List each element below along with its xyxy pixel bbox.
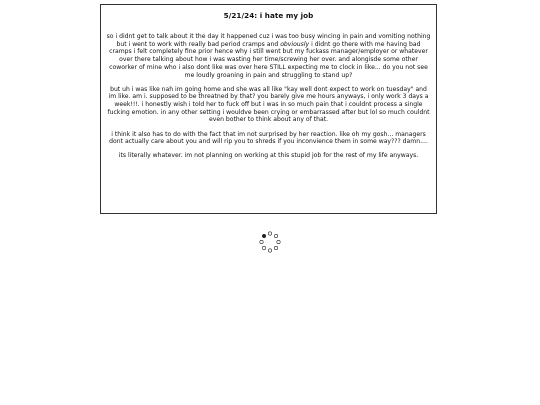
post-paragraph: its literally whatever. im not planning on working at this stupid job for the rest of my life anyways. <box>118 152 419 160</box>
loading-spinner-icon <box>258 230 282 254</box>
spinner-dot <box>268 232 271 235</box>
post-body <box>106 33 431 160</box>
post-paragraph: i think it also has to do with the fact that im not surprised by her reaction. like oh my gosh... managers dont actually care about you and will rip you to shreds if you inconvience them in some way??? damn.... <box>109 130 428 146</box>
post-text: i didnt go there with me having bad cramps i felt completely fine prior hence why i still went but my fuckass manager/employer or whatever over there talking about how i was wasting her time/screwing her over. and alongisde some other coworker of mine who i also dont like was over here STILL expecting me to clock in like... do you not see me loudly groaning in pain and struggling to stand up? <box>109 40 428 79</box>
spinner-dot <box>268 249 271 252</box>
spinner-dot <box>262 246 265 249</box>
spinner-dot <box>274 246 277 249</box>
spinner-dot <box>274 234 277 237</box>
post-paragraph: but uh i was like nah im going home and she was all like "kay well dont expect to work on tuesday" and im like. am i. supposed to be threatned by that? you barely give me hours anyways, i only work 3 days a week!!!. i honestly wish i told her to fuck off but i was in so much pain that i couldnt process a single fucking emotion. in any other setting i wouldve been crying or embarrassed after but lol so much couldnt even bother to think about any of that. <box>107 85 430 124</box>
blog-post <box>100 4 437 214</box>
spinner-dots <box>260 232 280 252</box>
spinner-dot <box>277 240 280 243</box>
spinner-dot <box>262 234 265 237</box>
spinner-graphic <box>258 230 282 254</box>
post-text: so i didnt get to talk about it the day it happened cuz i was too busy wincing in pain and vomiting nothing but i went to work with really bad period cramps and <box>106 33 431 48</box>
spinner-dot <box>260 240 263 243</box>
post-paragraph <box>106 33 431 79</box>
post-text-emphasis: obviously <box>280 40 310 48</box>
post-title: 5/21/24: i hate my job <box>223 11 314 20</box>
